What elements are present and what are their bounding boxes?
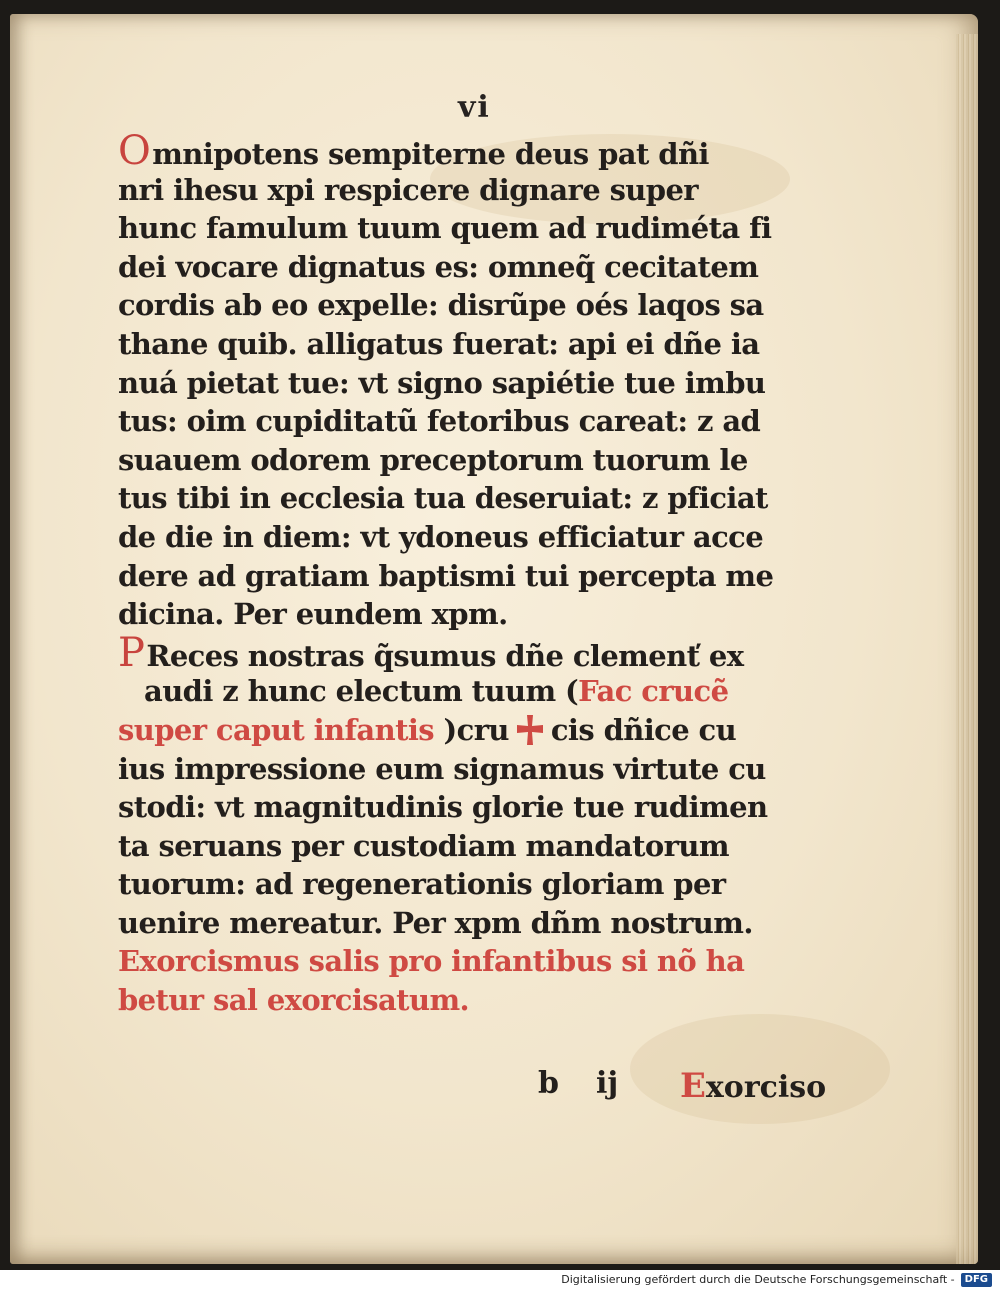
catchword-rest: xorciso (705, 1070, 827, 1105)
text-line: tus tibi in ecclesia tua deseruiat: z pficiat (118, 481, 768, 516)
text-line (118, 128, 840, 174)
text-line-content: cis dñice cu (550, 712, 737, 747)
text-line: stodi: vt magnitudinis glorie tue rudimen (118, 790, 768, 825)
text-line: dei vocare dignatus es: omneq̃ cecitatem (118, 249, 759, 284)
text-line: ta seruans per custodiam mandatorum (118, 828, 729, 863)
signature-mark: b (538, 1066, 559, 1101)
rubric-instruction: super caput infantis (118, 712, 435, 747)
text-line-content: Reces nostras q̃sumus dñe clemenť ex (146, 638, 744, 673)
folio-number: vi (458, 90, 491, 125)
text-line-content: audi z hunc electum tuum (144, 674, 556, 709)
rubric-heading-line: betur sal exorcisatum. (118, 983, 470, 1018)
text-line: tuorum: ad regenerationis gloriam per (118, 867, 726, 902)
text-line-content: cru (456, 712, 509, 747)
text-line: tus: oim cupiditatũ fetoribus careat: z ad (118, 404, 761, 439)
catchword (680, 1066, 826, 1106)
text-line: ius impressione eum signamus virtute cu (118, 751, 766, 786)
text-line: dicina. Per eundem xpm. (118, 597, 508, 632)
cross-icon (513, 713, 547, 747)
text-line: hunc famulum tuum quem ad rudiméta fi (118, 211, 772, 246)
initial-p: P (118, 629, 145, 676)
text-block (118, 128, 840, 1020)
book-page (10, 14, 978, 1264)
text-line: de die in diem: vt ydoneus efficiatur acce (118, 519, 764, 554)
text-line: nri ihesu xpi respicere dignare super (118, 172, 698, 207)
text-line (118, 672, 840, 711)
text-line: thane quib. alligatus fuerat: api ei dñe ia (118, 326, 760, 361)
text-line-content: mnipotens sempiterne deus pat dñi (152, 137, 709, 171)
parenthesis-open: ( (565, 674, 579, 709)
signature-mark: ij (596, 1066, 619, 1101)
rubric-heading-line: Exorcismus salis pro infantibus si nõ ha (118, 944, 745, 979)
initial-o: O (118, 128, 151, 174)
digitization-footer (0, 1270, 1000, 1290)
text-line: cordis ab eo expelle: disrũpe oés laqos sa (118, 288, 764, 323)
dfg-logo: DFG (961, 1273, 992, 1287)
text-line: nuá pietat tue: vt signo sapiétie tue imbu (118, 365, 766, 400)
text-line (118, 711, 840, 750)
parenthesis-close: ) (443, 712, 457, 747)
text-line: dere ad gratiam baptismi tui percepta me (118, 558, 774, 593)
catchword-initial: E (680, 1066, 706, 1106)
rubric-instruction: Fac crucẽ (578, 674, 729, 709)
footer-text: Digitalisierung gefördert durch die Deutsche Forschungsgemeinschaft - (561, 1273, 955, 1286)
text-line: suauem odorem preceptorum tuorum le (118, 442, 748, 477)
text-line: uenire mereatur. Per xpm dñm nostrum. (118, 905, 753, 940)
page-edges (956, 34, 978, 1264)
text-line (118, 629, 840, 676)
